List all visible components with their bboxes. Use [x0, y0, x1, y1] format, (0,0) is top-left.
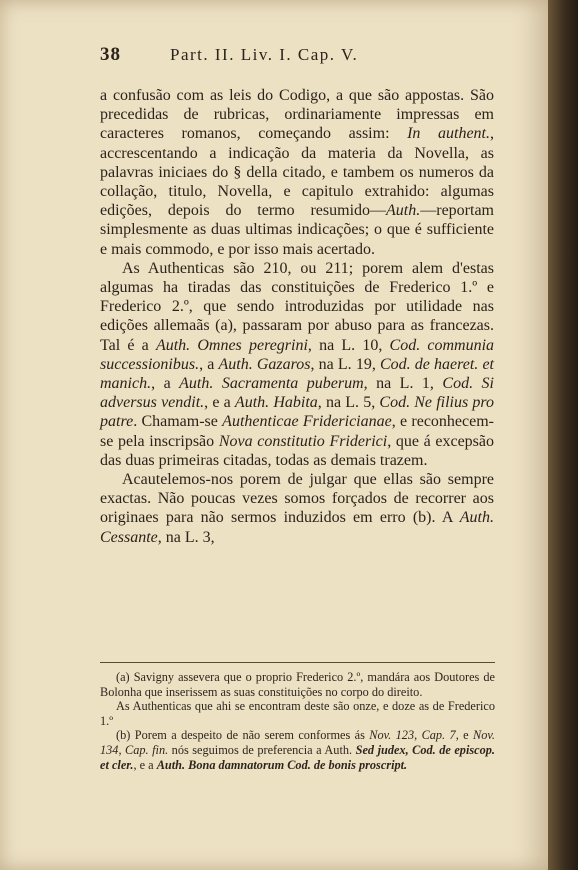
text-run: a confusão com as leis do Codigo, a que são appostas. São precedidas de rubricas, ordinariamente impressas em caracteres romanos, começando assim: [100, 87, 494, 143]
italic-text-run: Nova constitutio Friderici [218, 432, 388, 450]
text-run: , a [199, 355, 219, 373]
text-run: , [414, 728, 422, 743]
text-run: As Authenticas que ahi se encontram deste são onze, e doze as de Frederico 1.º [100, 699, 495, 728]
italic-text-run: Authenticae Fridericianae [222, 413, 392, 431]
footnote [100, 670, 495, 699]
italic-text-run: Cod. de haeret. et manich. [100, 355, 495, 393]
text-run: nós seguimos de preferencia a Auth. [168, 742, 356, 757]
italic-text-run: Cap. 7 [421, 728, 456, 743]
main-text [100, 86, 494, 547]
italic-text-run: Auth. Cessante [100, 509, 494, 546]
italic-text-run: Cod. Ne filius pro patre [100, 394, 495, 431]
page-header [100, 44, 495, 72]
italic-text-run: Cod. Si adversus vendit. [100, 375, 494, 412]
text-run: , e a [204, 394, 235, 412]
text-run: , na L. 10, [307, 336, 390, 354]
italic-text-run: In authent. [407, 125, 490, 143]
italic-text-run: Auth. Sacramenta puberum [179, 375, 364, 393]
italic-text-run: Auth. Habita [234, 394, 318, 412]
text-run: , que á excepsão das duas primeiras citadas, todas as demais trazem. [100, 432, 495, 469]
text-run: , na L. 5, [317, 394, 380, 412]
paragraph [100, 86, 494, 259]
paragraph [100, 470, 494, 547]
paragraph [100, 259, 494, 470]
running-title: Part. II. Liv. I. Cap. V. [170, 45, 359, 64]
text-run: , e reconhecem-se pela inscripsão [100, 413, 495, 450]
text-run: —reportam simplesmente as duas ultimas indicações; o que é sufficiente e mais commodo, e por isso mais acertado. [100, 202, 494, 258]
text-run: , na L. 1, [363, 375, 443, 393]
text-run: . Chamam-se [133, 413, 223, 431]
italic-text-run: Sed judex, Cod. de episcop. et cler. [100, 742, 495, 772]
text-run: , e [455, 728, 474, 743]
footnotes [100, 670, 495, 772]
text-run: (a) Savigny assevera que o proprio Frederico 2.º, mandára aos Doutores de Bolonha que inserissem as suas constituições no corpo do direito. [100, 670, 495, 699]
page-number: 38 [100, 44, 121, 65]
footnote [100, 728, 495, 772]
italic-text-run: Auth. Omnes peregrini [155, 336, 308, 354]
text-run: , na L. 19, [310, 355, 380, 373]
text-run: , e a [133, 757, 157, 772]
italic-text-run: Nov. 123 [369, 728, 415, 743]
text-run: , na L. 3, [157, 528, 215, 546]
footnote-divider [100, 662, 495, 663]
italic-text-run: Auth. Bona damnatorum Cod. de bonis proscript. [156, 757, 408, 772]
book-edge [548, 0, 578, 870]
italic-text-run: Nov. 134, Cap. fin. [100, 728, 495, 757]
text-run: , a [151, 375, 180, 393]
italic-text-run: Auth. [386, 202, 421, 220]
text-run: As Authenticas são 210, ou 211; porem alem d'estas algumas ha tiradas das constituições de Frederico 1.º e Frederico 2.º, que sendo introduzidas por utilidade nas edições allemaãs (a), passaram por abuso para as francezas. Tal é a [100, 259, 494, 354]
text-run: (b) Porem a despeito de não serem conformes ás [116, 728, 370, 743]
footnote [100, 699, 495, 728]
text-run: Acautelemos-nos porem de julgar que ellas são sempre exactas. Não poucas vezes somos forçados de recorrer aos originaes para não sermos induzidos em erro (b). A [100, 471, 494, 527]
italic-text-run: Cod. communia successionibus. [100, 336, 495, 373]
italic-text-run: Auth. Gazaros [218, 355, 311, 373]
text-run: , accrescentando a indicação da materia da Novella, as palavras iniciaes do § della citado, e tambem os numeros da collação, titulo, Novella, e capitulo extrahido: algumas edições, depois do termo resumido— [100, 125, 494, 220]
